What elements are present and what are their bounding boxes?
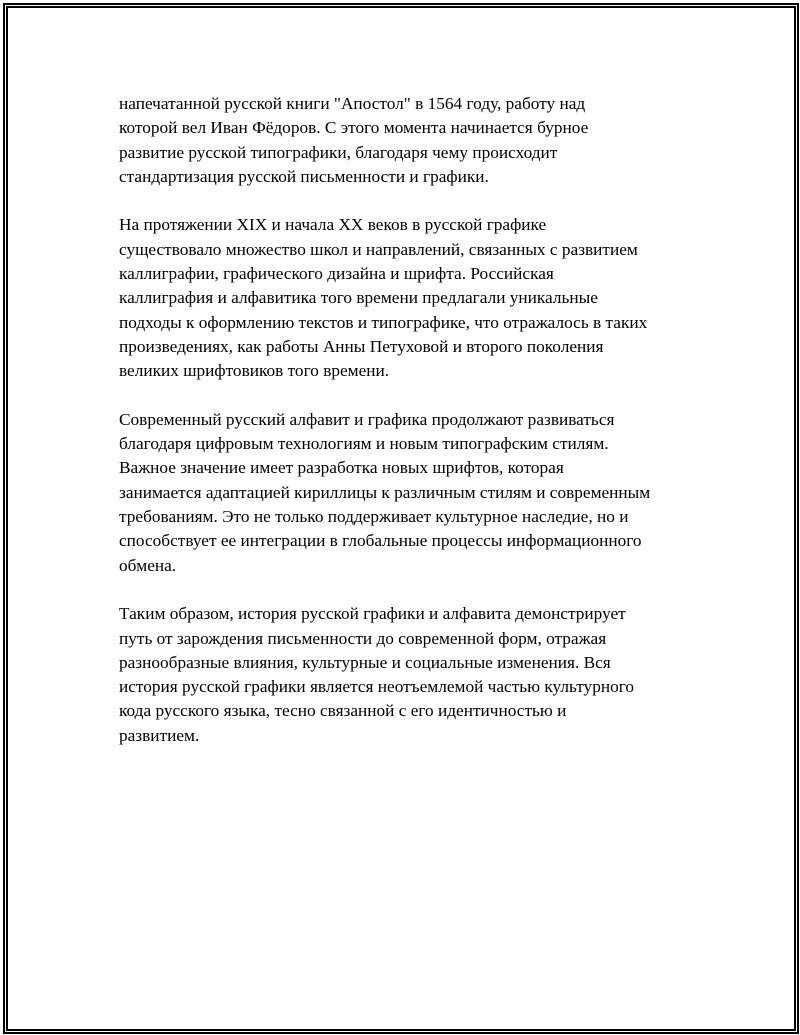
paragraph-4: Таким образом, история русской графики и алфавита демонстрирует путь от зарождения письменности до современной форм, отражая разнообразные влияния, культурные и социальные изменения. Вся история русской графики является неотъемлемой частью культурного кода русского языка, тесно связанной с его идентичностью и развитием. — [119, 604, 635, 745]
document-body — [119, 92, 699, 772]
paragraph-1: напечатанной русской книги "Апостол" в 1564 году, работу над которой вел Иван Фёдоров. С этого момента начинается бурное развитие русской типографики, благодаря чему происходит стандартизация русской письменности и графики. — [119, 94, 589, 186]
paragraph-2: На протяжении XIX и начала XX веков в русской графике существовало множество школ и направлений, связанных с развитием каллиграфии, графического дизайна и шрифта. Российская каллиграфия и алфавитика того времени предлагали уникальные подходы к оформлению текстов и типографике, что отражалось в таких произведениях, как работы Анны Петуховой и второго поколения великих шрифтовиков того времени. — [119, 215, 648, 381]
paragraph-3: Современный русский алфавит и графика продолжают развиваться благодаря цифровым технологиям и новым типографским стилям. Важное значение имеет разработка новых шрифтов, которая занимается адаптацией кириллицы к различным стилям и современным требованиям. Это не только поддерживает культурное наследие, но и способствует ее интеграции в глобальные процессы информационного обмена. — [119, 409, 651, 575]
